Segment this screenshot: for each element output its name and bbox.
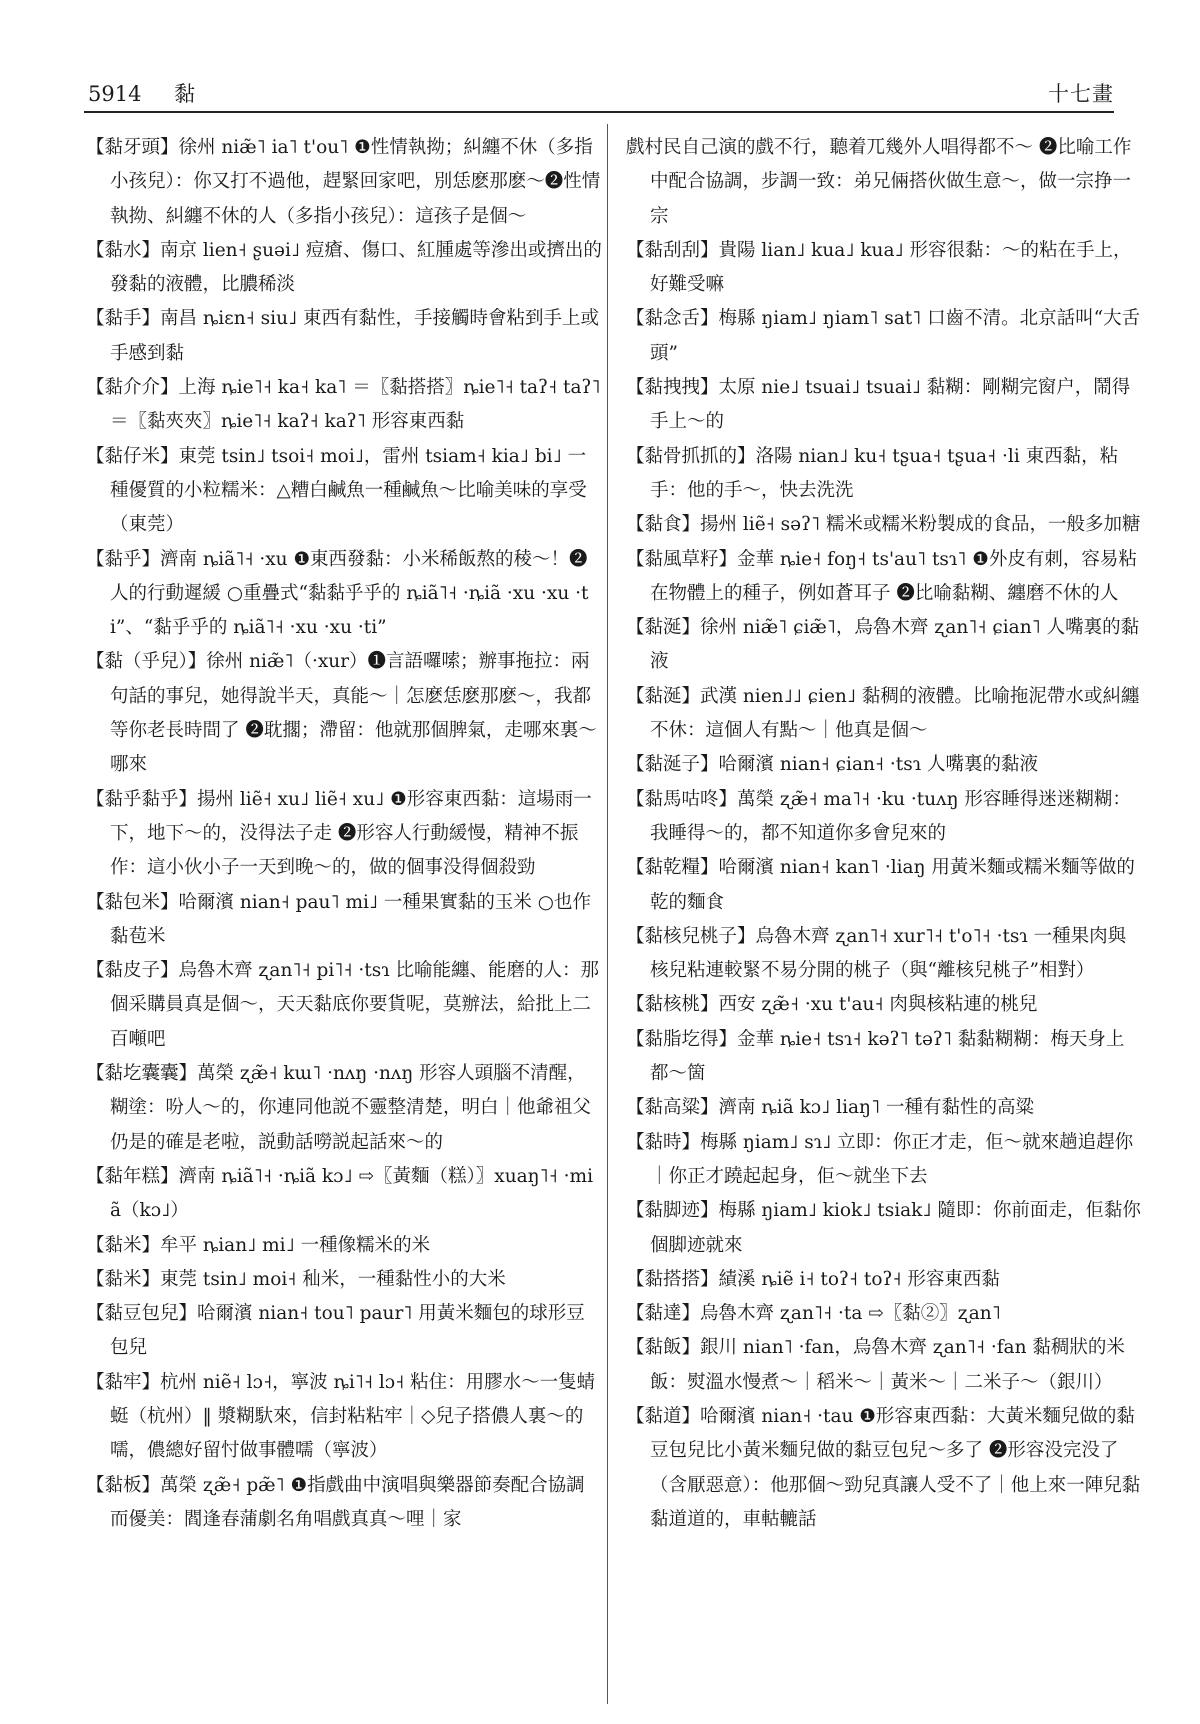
dictionary-entry: 【黏脚迹】梅縣 ŋiam˩ kiok˩ tsiak˩ 隨即：你前面走，佢黏你個脚迹就來 (626, 1200, 1141, 1256)
dictionary-entry: 【黏年糕】濟南 ȵiã˥˧ ·ȵiã kɔ˩ ⇨〖黃麵（糕）〗xuaŋ˥˧ ·miã（kɔ˩） (86, 1165, 594, 1222)
dictionary-entry: 【黏脂圪得】金華 ȵie˧ tsɿ˧ kəʔ˥ təʔ˥ 黏黏糊糊：梅天身上都～箇 (626, 1028, 1125, 1085)
dictionary-entry: 【黏手】南昌 ȵiɛn˧ siu˩ 東西有黏性，手接觸時會粘到手上或手感到黏 (86, 308, 600, 364)
dictionary-entry: 【黏圪囊囊】萬榮 ʐæ̃˧ kɯ˥ ·nʌŋ ·nʌŋ 形容人頭腦不清醒，糊塗：吩人～的，你連同他説不靈整清楚，明白｜他爺祖父仍是的確是老啦，説動話嘮説起話來～的 (86, 1063, 592, 1153)
dictionary-entry: 【黏念舌】梅縣 ŋiam˩ ŋiam˥ sat˥ 口齒不清。北京話叫“大舌頭” (626, 308, 1141, 364)
page-number: 5914 (88, 82, 142, 106)
dictionary-entry-continued: 戲村民自己演的戲不行，聽着兀幾外人唱得都不～ ❷比喻工作中配合協調，步調一致：弟兄倆搭伙做生意～，做一宗挣一宗 (626, 137, 1132, 227)
dictionary-entry: 【黏馬咕咚】萬榮 ʐæ̃˧ ma˥˧ ·ku ·tuʌŋ 形容睡得迷迷糊糊：我睡得～的，都不知道你多會兒來的 (626, 788, 1131, 844)
dictionary-entry: 【黏食】揚州 liẽ˧ səʔ˥ 糯米或糯米粉製成的食品，一般多加糖 (626, 514, 1141, 536)
dictionary-entry: 【黏乾糧】哈爾濱 nian˧ kan˥ ·liaŋ 用黃米麵或糯米麵等做的乾的麵食 (626, 857, 1135, 913)
dictionary-entry: 【黏皮子】烏魯木齊 ʐan˥˧ pi˥˧ ·tsɿ 比喻能纏、能磨的人：那個采購員真是個～，天天黏底你要貨呢，莫辦法，給批上二百噸吧 (86, 960, 599, 1050)
dictionary-entry: 【黏乎】濟南 ȵiã˥˧ ·xu ❶東西發黏：小米稀飯熬的稜～！❷人的行動遲緩 ○重疊式“黏黏乎乎的 ȵiã˥˧ ·ȵiã ·xu ·xu ·ti”、“黏乎乎的 ȵiã˥˧ ·xu ·xu ·ti” (86, 548, 589, 639)
dictionary-entry: 【黏涎子】哈爾濱 nian˧ ɕian˧ ·tsɿ 人嘴裏的黏液 (626, 754, 1038, 776)
dictionary-entry: 【黏牙頭】徐州 niæ̃˥ ia˥ t'ou˥ ❶性情執拗；糾纏不休（多指小孩兒）：你又打不過他，趕緊回家吧，別恁麽那麽～❷性情執拗、糾纏不休的人（多指小孩兒）：這孩子是個～ (86, 137, 601, 227)
header-rule (84, 111, 1114, 113)
dictionary-entry: 【黏時】梅縣 ŋiam˩ sɿ˩ 立即：你正才走，佢～就來趟追趕你｜你正才蹺起起身，佢～就坐下去 (626, 1131, 1134, 1187)
column-divider (607, 124, 608, 1704)
dictionary-entry: 【黏米】牟平 ȵian˩ mi˩ 一種像糯米的米 (86, 1234, 431, 1256)
dictionary-entry: 【黏米】東莞 tsin˩ moi˧ 秈米，一種黏性小的大米 (86, 1268, 506, 1290)
dictionary-entry: 【黏達】烏魯木齊 ʐan˥˧ ·ta ⇨〖黏②〗ʐan˥ (626, 1303, 1001, 1325)
dictionary-entry: 【黏包米】哈爾濱 nian˧ pau˥ mi˩ 一種果實黏的玉米 ○也作黏苞米 (86, 891, 591, 947)
dictionary-entry: 【黏（乎兒）】徐州 niæ̃˥（·xur）❶言語囉嗦；辦事拖拉：兩句話的事兒，她得說半天，真能～｜怎麽恁麽那麽～，我都等你老長時間了 ❷耽擱；滯留：他就那個脾氣，走哪來裏～哪來 (86, 651, 597, 776)
dictionary-entry: 【黏高粱】濟南 ȵiã kɔ˩ liaŋ˥ 一種有黏性的高粱 (626, 1097, 1034, 1119)
dictionary-entry: 【黏牢】杭州 niẽ˧ lɔ˧，寧波 ȵi˥˧ lɔ˧ 粘住：用膠水～一隻蜻蜓（杭州）‖ 漿糊馱來，信封粘粘牢｜◇兒子搭儂人裏～的嚅，儂總好留忖做事體嚅（寧波） (86, 1371, 596, 1462)
dictionary-entry: 【黏飯】銀川 nian˥ ·fan，烏魯木齊 ʐan˥˧ ·fan 黏稠狀的米飯：熨溫水慢煮～｜稻米～｜黃米～｜二米子～（銀川） (626, 1337, 1125, 1393)
page-header (84, 72, 1114, 112)
header-left (88, 78, 195, 108)
dictionary-entry: 【黏豆包兒】哈爾濱 nian˧ tou˥ paur˥ 用黃米麵包的球形豆包兒 (86, 1303, 585, 1359)
dictionary-entry: 【黏涎】武漢 nien˩˩ ɕien˩ 黏稠的液體。比喻拖泥帶水或糾纏不休：這個人有點～｜他真是個～ (626, 685, 1140, 742)
dictionary-entry: 【黏骨抓抓的】洛陽 nian˩ ku˧ tʂua˧ tʂua˧ ·li 東西黏，粘手：他的手～，快去洗洗 (626, 445, 1119, 501)
dictionary-entry: 【黏涎】徐州 niæ̃˥ ɕiæ̃˥，烏魯木齊 ʐan˥˧ ɕian˥ 人嘴裏的黏液 (626, 617, 1140, 673)
section-title: 十七畫 (1048, 82, 1114, 106)
header-character: 黏 (174, 82, 196, 106)
dictionary-entry: 【黏核兒桃子】烏魯木齊 ʐan˥˧ xur˥˧ t'o˥˧ ·tsɿ 一種果肉與核兒粘連較緊不易分開的桃子（與“離核兒桃子”相對） (626, 925, 1127, 982)
dictionary-entry: 【黏板】萬榮 ʐæ̃˧ pæ̃˥ ❶指戲曲中演唱與樂器節奏配合協調而優美：閻逢春蒲劇名角唱戲真真～哩｜家 (86, 1474, 585, 1530)
dictionary-entry: 【黏乎黏乎】揚州 liẽ˧ xu˩ liẽ˧ xu˩ ❶形容東西黏：這場雨一下，地下～的，没得法子走 ❷形容人行動緩慢，精神不振作：這小伙小子一天到晚～的，做的個事没得個殺勁 (86, 788, 592, 879)
right-column (626, 131, 1142, 1537)
dictionary-entry: 【黏仔米】東莞 tsin˩ tsoi˧ moi˩，雷州 tsiam˧ kia˩ bi˩ 一種優質的小粒糯米：△糟白鹹魚一種鹹魚～比喻美味的享受（東莞） (86, 445, 587, 536)
left-column (86, 131, 602, 1537)
dictionary-entry: 【黏介介】上海 ȵie˥˧ ka˧ ka˥ ＝〖黏搭搭〗ȵie˥˧ taʔ˧ taʔ˥ ＝〖黏夾夾〗ȵie˥˧ kaʔ˧ kaʔ˥ 形容東西黏 (86, 377, 601, 433)
dictionary-entry: 【黏道】哈爾濱 nian˧ ·tau ❶形容東西黏：大黃米麵兒做的黏豆包兒比小黃米麵兒做的黏豆包兒～多了 ❷形容没完没了（含厭惡意）：他那個～勁兒真讓人受不了｜他上來一陣兒黏黏道道的，車軲轆話 (626, 1405, 1141, 1530)
dictionary-entry: 【黏拽拽】太原 nie˩ tsuai˩ tsuai˩ 黏糊：剛糊完窗户，鬧得手上～的 (626, 377, 1131, 433)
dictionary-entry: 【黏刮刮】貴陽 lian˩ kua˩ kua˩ 形容很黏：～的粘在手上，好難受嘛 (626, 239, 1132, 296)
dictionary-entry: 【黏核桃】西安 ʐæ̃˧ ·xu t'au˧ 肉與核粘連的桃兒 (626, 994, 1038, 1016)
dictionary-entry: 【黏水】南京 lien˧ ʂuəi˩ 痘瘡、傷口、紅腫處等滲出或擠出的發黏的液體，比膿稀淡 (86, 239, 602, 296)
dictionary-entry: 【黏風草籽】金華 ȵie˧ foŋ˧ ts'au˥ tsɿ˥ ❶外皮有刺，容易粘在物體上的種子，例如蒼耳子 ❷比喻黏糊、纏磨不休的人 (626, 548, 1137, 604)
dictionary-entry: 【黏搭搭】績溪 ȵiẽ i˧ toʔ˧ toʔ˧ 形容東西黏 (626, 1268, 1000, 1290)
